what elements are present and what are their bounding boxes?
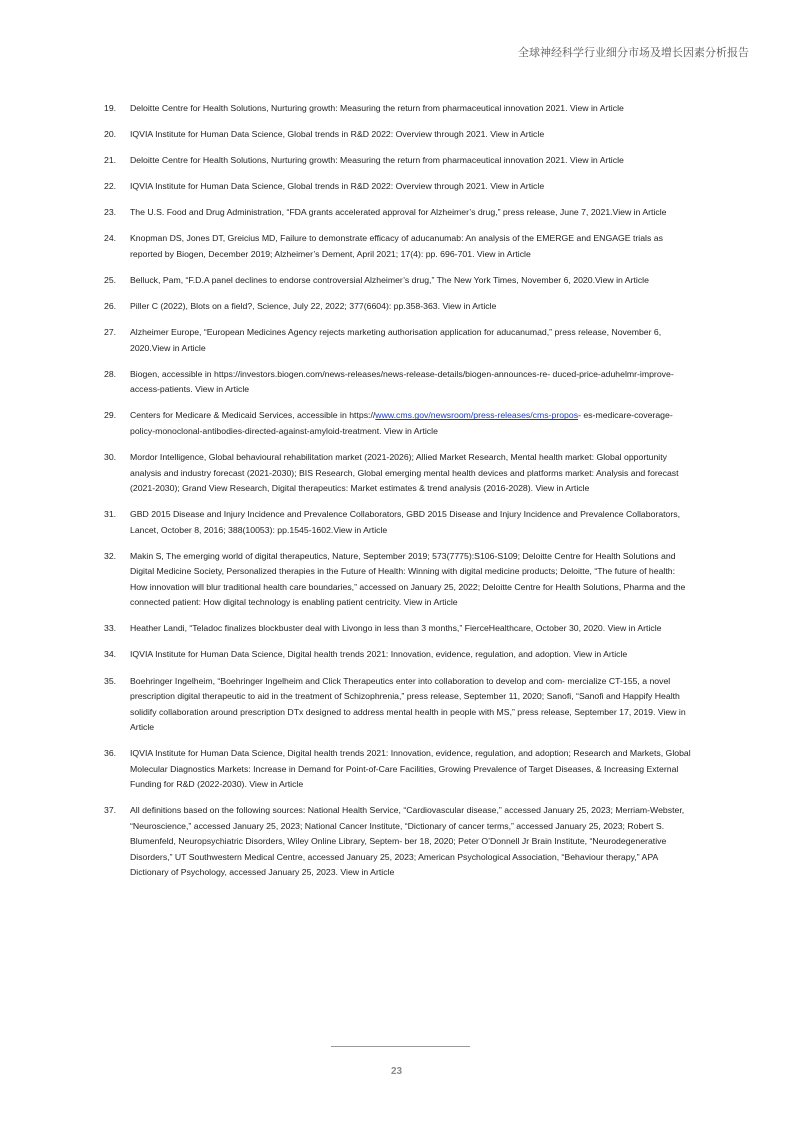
reference-number: 33. (104, 623, 117, 634)
reference-item-26 (104, 299, 692, 315)
reference-text: Piller C (2022), Blots on a field?, Science, July 22, 2022; 377(6604): pp.358-363. View in Article (130, 301, 497, 312)
reference-text: IQVIA Institute for Human Data Science, Global trends in R&D 2022: Overview through 2021. View in Article (130, 129, 545, 140)
reference-number: 29. (104, 410, 117, 421)
reference-text: Boehringer Ingelheim, “Boehringer Ingelheim and Click Therapeutics enter into collaboration to develop and com- mercialize CT-155, a novel prescription digital therapeutic to aid in the treatment of Schizophrenia,” press release, September 11, 2020; Sanofi, “Sanofi and Happify Health solidify collaboration around prescription DTx designed to address mental health in people with MS,” press release, September 17, 2019. View in Article (130, 675, 686, 732)
reference-number: 35. (104, 675, 117, 686)
reference-number: 28. (104, 368, 117, 379)
reference-item-32 (104, 549, 692, 611)
reference-item-30 (104, 450, 692, 497)
reference-item-35 (104, 674, 692, 736)
reference-number: 37. (104, 805, 117, 816)
reference-item-33 (104, 621, 692, 637)
reference-text: IQVIA Institute for Human Data Science, Digital health trends 2021: Innovation, evidence, regulation, and adoption. View in Article (130, 649, 628, 660)
reference-item-29 (104, 408, 692, 439)
reference-number: 24. (104, 233, 117, 244)
reference-item-31 (104, 507, 692, 538)
reference-text: Belluck, Pam, “F.D.A panel declines to endorse controversial Alzheimer’s drug,” The New York Times, November 6, 2020.View in Article (130, 275, 649, 286)
reference-item-20 (104, 127, 692, 143)
reference-item-28 (104, 367, 692, 398)
report-header-title: 全球神经科学行业细分市场及增长因素分析报告 (518, 46, 749, 59)
reference-text: IQVIA Institute for Human Data Science, Global trends in R&D 2022: Overview through 2021. View in Article (130, 181, 545, 192)
reference-number: 20. (104, 129, 117, 140)
reference-number: 27. (104, 327, 117, 338)
reference-text: Knopman DS, Jones DT, Greicius MD, Failure to demonstrate efficacy of aducanumab: An analysis of the EMERGE and ENGAGE trials as reported by Biogen, December 2019; Alzheimer’s Dement, April 2021; 17(4): pp. 696-701. View in Article (130, 233, 663, 259)
reference-text: GBD 2015 Disease and Injury Incidence and Prevalence Collaborators, GBD 2015 Disease and Injury Incidence and Prevalence Collaborators, Lancet, October 8, 2016; 388(10053): pp.1545-1602.View in Article (130, 509, 681, 535)
page-number: 23 (390, 1066, 403, 1077)
reference-text: IQVIA Institute for Human Data Science, Digital health trends 2021: Innovation, evidence, regulation, and adoption; Research and Markets, Global Molecular Diagnostics Markets: Increase in Demand for Point-of-Care Facilities, Growing Prevalence of Target Diseases, & Increasing External Funding for R&D (2022-2030). View in Article (130, 748, 691, 790)
reference-item-22 (104, 179, 692, 195)
reference-item-34 (104, 647, 692, 663)
reference-item-24 (104, 231, 692, 262)
reference-number: 32. (104, 550, 117, 561)
reference-text: The U.S. Food and Drug Administration, “FDA grants accelerated approval for Alzheimer’s drug,” press release, June 7, 2021.View in Article (130, 207, 667, 218)
reference-list (104, 101, 692, 891)
reference-number: 26. (104, 301, 117, 312)
reference-text: Deloitte Centre for Health Solutions, Nurturing growth: Measuring the return from pharmaceutical innovation 2021. View in Article (130, 155, 624, 166)
reference-item-36 (104, 746, 692, 793)
reference-number: 25. (104, 275, 117, 286)
reference-item-27 (104, 325, 692, 356)
reference-item-23 (104, 205, 692, 221)
reference-text: Heather Landi, “Teladoc finalizes blockbuster deal with Livongo in less than 3 months,” FierceHealthcare, October 30, 2020. View in Article (130, 623, 662, 634)
reference-text: Makin S, The emerging world of digital therapeutics, Nature, September 2019; 573(7775):S106-S109; Deloitte Centre for Health Solutions and Digital Medicine Society, Personalized therapies in the Future of Health: Winning with digital medicine products; Deloitte, “The future of health: How innovation will blur traditional health care boundaries,” accessed on January 25, 2022; Deloitte Centre for Health Solutions, Pharma and the connected patient: How digital technology is enabling patient centricity. View in Article (130, 550, 686, 608)
reference-text: All definitions based on the following sources: National Health Service, “Cardiovascular disease,” accessed January 25, 2023; Merriam-Webster, “Neuroscience,” accessed January 25, 2023; National Cancer Institute, “Dictionary of cancer terms,” accessed January 25, 2023; Robert S. Blumenfeld, Neuropsychiatric Disorders, Wiley Online Library, Septem- ber 18, 2020; Peter O’Donnell Jr Brain Institute, “Neurodegenerative Disorders,” UT Southwestern Medical Centre, accessed January 25, 2023; American Psychological Association, “Behaviour therapy,” APA Dictionary of Psychology, accessed January 25, 2023. View in Article (130, 805, 685, 878)
cms-press-release-link[interactable]: www.cms.gov/newsroom/press-releases/cms-propos (375, 410, 579, 421)
reference-number: 36. (104, 748, 117, 759)
reference-number: 23. (104, 207, 117, 218)
reference-text-before-link: Centers for Medicare & Medicaid Services, accessible in https:// (130, 410, 376, 421)
reference-number: 21. (104, 155, 117, 166)
reference-text: Alzheimer Europe, “European Medicines Agency rejects marketing authorisation application for aducanumad,” press release, November 6, 2020.View in Article (130, 327, 662, 353)
reference-number: 30. (104, 452, 117, 463)
reference-item-37 (104, 803, 692, 881)
reference-number: 34. (104, 649, 117, 660)
reference-text: Biogen, accessible in https://investors.biogen.com/news-releases/news-release-details/biogen-announces-re- duced-price-aduhelmr-improve-access-patients. View in Article (130, 368, 674, 395)
reference-text: Mordor Intelligence, Global behavioural rehabilitation market (2021-2026); Allied Market Research, Mental health market: Global opportunity analysis and industry forecast (2021-2030); BIS Research, Global emerging mental health devices and platforms market: Analysis and forecast (2021-2030); Grand View Research, Digital therapeutics: Market estimates & trend analysis (2016-2028). View in Article (130, 452, 679, 494)
reference-number: 31. (104, 509, 117, 520)
reference-item-21 (104, 153, 692, 169)
footer-divider (331, 1046, 470, 1047)
reference-text-after-link: - es-medicare-coverage-policy-monoclonal-antibodies-directed-against-amyloid-treatment. View in Article (130, 410, 673, 436)
reference-item-19 (104, 101, 692, 117)
reference-number: 19. (104, 103, 117, 113)
reference-text: Deloitte Centre for Health Solutions, Nurturing growth: Measuring the return from pharmaceutical innovation 2021. View in Article (130, 103, 624, 113)
reference-text (130, 408, 692, 439)
reference-item-25 (104, 273, 692, 289)
reference-number: 22. (104, 181, 117, 192)
